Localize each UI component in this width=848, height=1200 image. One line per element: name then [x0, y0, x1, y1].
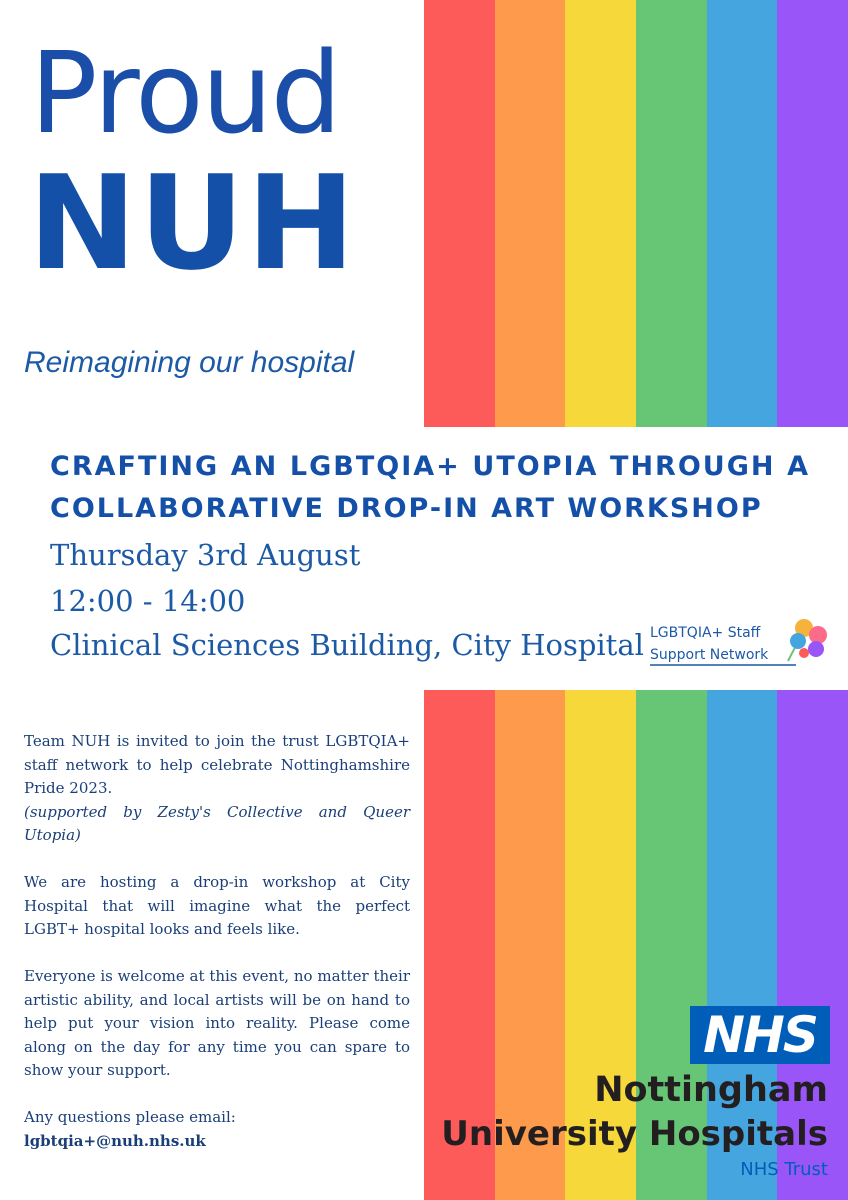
stripe-yellow [565, 0, 636, 427]
headline: CRAFTING AN LGBTQIA+ UTOPIA THROUGH A COLLABORATIVE DROP-IN ART WORKSHOP [50, 451, 810, 524]
contact-email-link[interactable]: lgbtqia+@nuh.nhs.uk [24, 1131, 206, 1150]
rainbow-stripes-top [424, 0, 848, 427]
event-location: Clinical Sciences Building, City Hospital [50, 628, 644, 662]
stripe-red [424, 0, 495, 427]
supported-by: (supported by Zesty's Collective and Queer Utopia) [24, 802, 410, 844]
body-text [24, 730, 410, 1153]
stripe-orange [495, 0, 566, 427]
nhs-logo [690, 1006, 830, 1064]
subtitle: Reimagining our hospital [24, 346, 355, 379]
network-logo-line1: LGBTQIA+ Staff [650, 625, 761, 641]
nhs-badge-text: NHS [703, 1006, 817, 1064]
org-name-line1: Nottingham [594, 1070, 828, 1110]
title-nuh: NUH [28, 147, 358, 299]
network-logo-line2: Support Network [650, 647, 769, 663]
org-name-line3: NHS Trust [740, 1159, 828, 1180]
network-heart-icon [648, 617, 838, 669]
network-logo [648, 617, 838, 669]
stripe-purple [777, 0, 848, 427]
stripe-blue [707, 0, 778, 427]
stripe-green [636, 0, 707, 427]
title-proud: Proud [30, 29, 340, 159]
org-name-line2: University Hospitals [441, 1114, 828, 1154]
event-date: Thursday 3rd August [50, 538, 361, 572]
questions-text: Any questions please email: [24, 1108, 236, 1126]
body-paragraph-1: Team NUH is invited to join the trust LGBTQIA+ staff network to help celebrate Nottinghamshire Pride 2023. [24, 732, 410, 797]
body-paragraph-3: Everyone is welcome at this event, no matter their artistic ability, and local artists will be on hand to help put your vision into reality. Please come along on the day for any time you can spare to show your support. [24, 967, 410, 1079]
event-time: 12:00 - 14:00 [50, 584, 246, 618]
body-paragraph-2: We are hosting a drop-in workshop at City Hospital that will imagine what the perfect LGBT+ hospital looks and feels like. [24, 873, 410, 938]
